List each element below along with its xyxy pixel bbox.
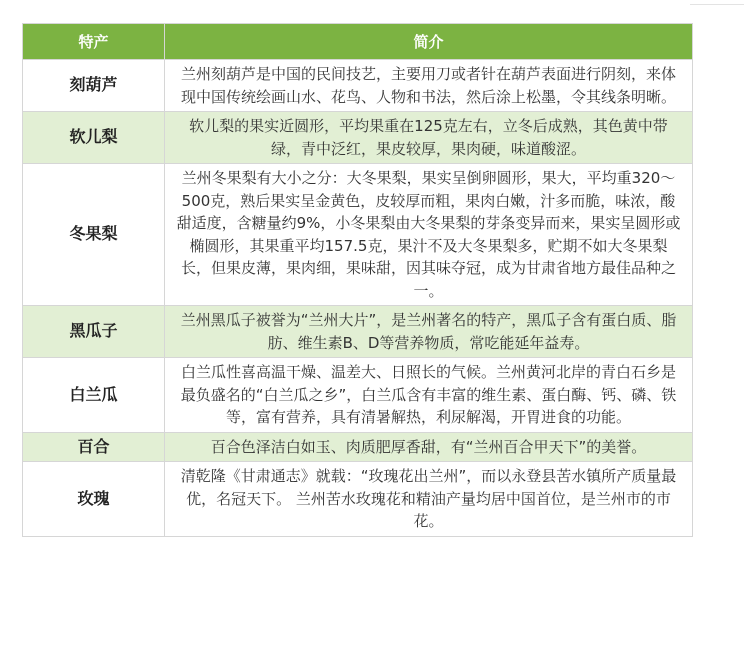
table-row	[23, 462, 693, 537]
specialty-description: 兰州黑瓜子被誉为“兰州大片”，是兰州著名的特产，黑瓜子含有蛋白质、脂肪、维生素B、D等营养物质，常吃能延年益寿。	[165, 306, 693, 358]
table-row	[23, 432, 693, 462]
specialty-name: 刻葫芦	[23, 60, 165, 112]
header-specialty: 特产	[23, 24, 165, 60]
specialty-name: 玫瑰	[23, 462, 165, 537]
header-description: 简介	[165, 24, 693, 60]
table-row	[23, 164, 693, 306]
top-right-divider	[690, 4, 744, 5]
specialty-description: 兰州刻葫芦是中国的民间技艺，主要用刀或者针在葫芦表面进行阴刻，来体现中国传统绘画山水、花鸟、人物和书法，然后涂上松墨，令其线条明晰。	[165, 60, 693, 112]
specialty-name: 软儿梨	[23, 112, 165, 164]
table-header-row	[23, 24, 693, 60]
table-row	[23, 60, 693, 112]
specialty-description: 软儿梨的果实近圆形，平均果重在125克左右，立冬后成熟，其色黄中带绿，青中泛红，果皮较厚，果肉硬，味道酸涩。	[165, 112, 693, 164]
table-row	[23, 306, 693, 358]
specialties-table	[22, 23, 693, 537]
specialty-name: 百合	[23, 432, 165, 462]
specialty-description: 兰州冬果梨有大小之分：大冬果梨，果实呈倒卵圆形，果大，平均重320～500克，熟后果实呈金黄色，皮较厚而粗，果肉白嫩，汁多而脆，味浓，酸甜适度，含糖量约9%，小冬果梨由大冬果梨的芽条变异而来，果实呈圆形或椭圆形，其果重平均157.5克，果汁不及大冬果梨多，贮期不如大冬果梨长，但果皮薄，果肉细，果味甜，因其味夺冠，成为甘肃省地方最佳品种之一。	[165, 164, 693, 306]
specialty-name: 黑瓜子	[23, 306, 165, 358]
table-row	[23, 358, 693, 433]
specialty-name: 冬果梨	[23, 164, 165, 306]
specialty-name: 白兰瓜	[23, 358, 165, 433]
specialty-description: 白兰瓜性喜高温干燥、温差大、日照长的气候。兰州黄河北岸的青白石乡是最负盛名的“白兰瓜之乡”，白兰瓜含有丰富的维生素、蛋白酶、钙、磷、铁等，富有营养，具有清暑解热，利尿解渴，开胃进食的功能。	[165, 358, 693, 433]
specialty-description: 清乾隆《甘肃通志》就载：“玫瑰花出兰州”，而以永登县苦水镇所产质量最优，名冠天下。 兰州苦水玫瑰花和精油产量均居中国首位，是兰州市的市花。	[165, 462, 693, 537]
specialty-description: 百合色泽洁白如玉、肉质肥厚香甜，有“兰州百合甲天下”的美誉。	[165, 432, 693, 462]
table-row	[23, 112, 693, 164]
